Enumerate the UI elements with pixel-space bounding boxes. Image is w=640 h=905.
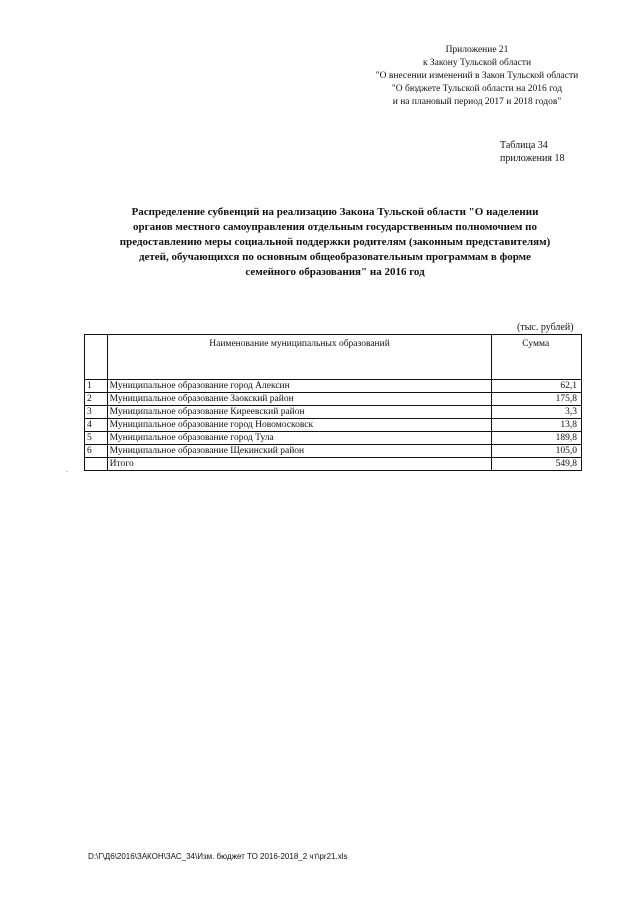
- table-row: [85, 432, 582, 445]
- row-number: 1: [85, 380, 108, 393]
- row-number: 4: [85, 419, 108, 432]
- document-title-line: предоставлению меры социальной поддержки родителям (законным представителям): [119, 236, 551, 248]
- document-title-line: Распределение субвенций на реализацию Закона Тульской области "О наделении: [131, 206, 539, 218]
- row-name: Муниципальное образование Киреевский район: [107, 406, 492, 419]
- table-reference-appendix: приложения 18: [500, 153, 565, 164]
- subsidy-table: [84, 334, 582, 471]
- table-row: [85, 445, 582, 458]
- row-sum: 13,8: [492, 419, 582, 432]
- row-name: Муниципальное образование город Новомосковск: [107, 419, 492, 432]
- appendix-header-line: к Закону Тульской области: [422, 58, 532, 68]
- appendix-header-line: Приложение 21: [445, 45, 509, 55]
- row-name: Муниципальное образование Заокский район: [107, 393, 492, 406]
- row-number: 5: [85, 432, 108, 445]
- margin-mark: .: [66, 465, 68, 474]
- header-sum: Сумма: [492, 335, 582, 380]
- row-number: 6: [85, 445, 108, 458]
- document-title-line: органов местного самоуправления отдельным государственным полномочием по: [133, 221, 537, 233]
- row-sum: 175,8: [492, 393, 582, 406]
- table-row: [85, 419, 582, 432]
- row-name: Муниципальное образование город Алексин: [107, 380, 492, 393]
- document-title-line: семейного образования" на 2016 год: [245, 266, 425, 278]
- row-sum: 3,3: [492, 406, 582, 419]
- row-number: 2: [85, 393, 108, 406]
- units-label: (тыс. рублей): [517, 322, 574, 333]
- row-sum: 189,8: [492, 432, 582, 445]
- row-number: 3: [85, 406, 108, 419]
- table-row: [85, 393, 582, 406]
- row-name: Муниципальное образование город Тула: [107, 432, 492, 445]
- document-title-line: детей, обучающихся по основным общеобразовательным программам в форме: [138, 251, 532, 263]
- row-sum: 105,0: [492, 445, 582, 458]
- file-path-footer: D:\Г\Д6\2016\ЗАКОН\ЗАС_34\Изм. бюджет ТО 2016-2018_2 чт\pr21.xls: [88, 852, 348, 861]
- table-reference-number: Таблица 34: [500, 140, 548, 151]
- table-reference: [500, 139, 564, 165]
- total-number: [85, 458, 108, 471]
- table-row: [85, 380, 582, 393]
- total-label: Итого: [107, 458, 492, 471]
- row-name: Муниципальное образование Щекинский район: [107, 445, 492, 458]
- row-sum: 62,1: [492, 380, 582, 393]
- table-row: [85, 406, 582, 419]
- header-name: Наименование муниципальных образований: [107, 335, 492, 380]
- appendix-header-line: "О внесении изменений в Закон Тульской области: [375, 71, 579, 81]
- appendix-header: [362, 44, 592, 109]
- appendix-header-line: и на плановый период 2017 и 2018 годов": [392, 97, 562, 107]
- appendix-header-line: "О бюджете Тульской области на 2016 год: [391, 84, 563, 94]
- total-sum: 549,8: [492, 458, 582, 471]
- header-number: [85, 335, 108, 380]
- table-total-row: [85, 458, 582, 471]
- table-header-row: [85, 335, 582, 380]
- document-title: [80, 205, 590, 280]
